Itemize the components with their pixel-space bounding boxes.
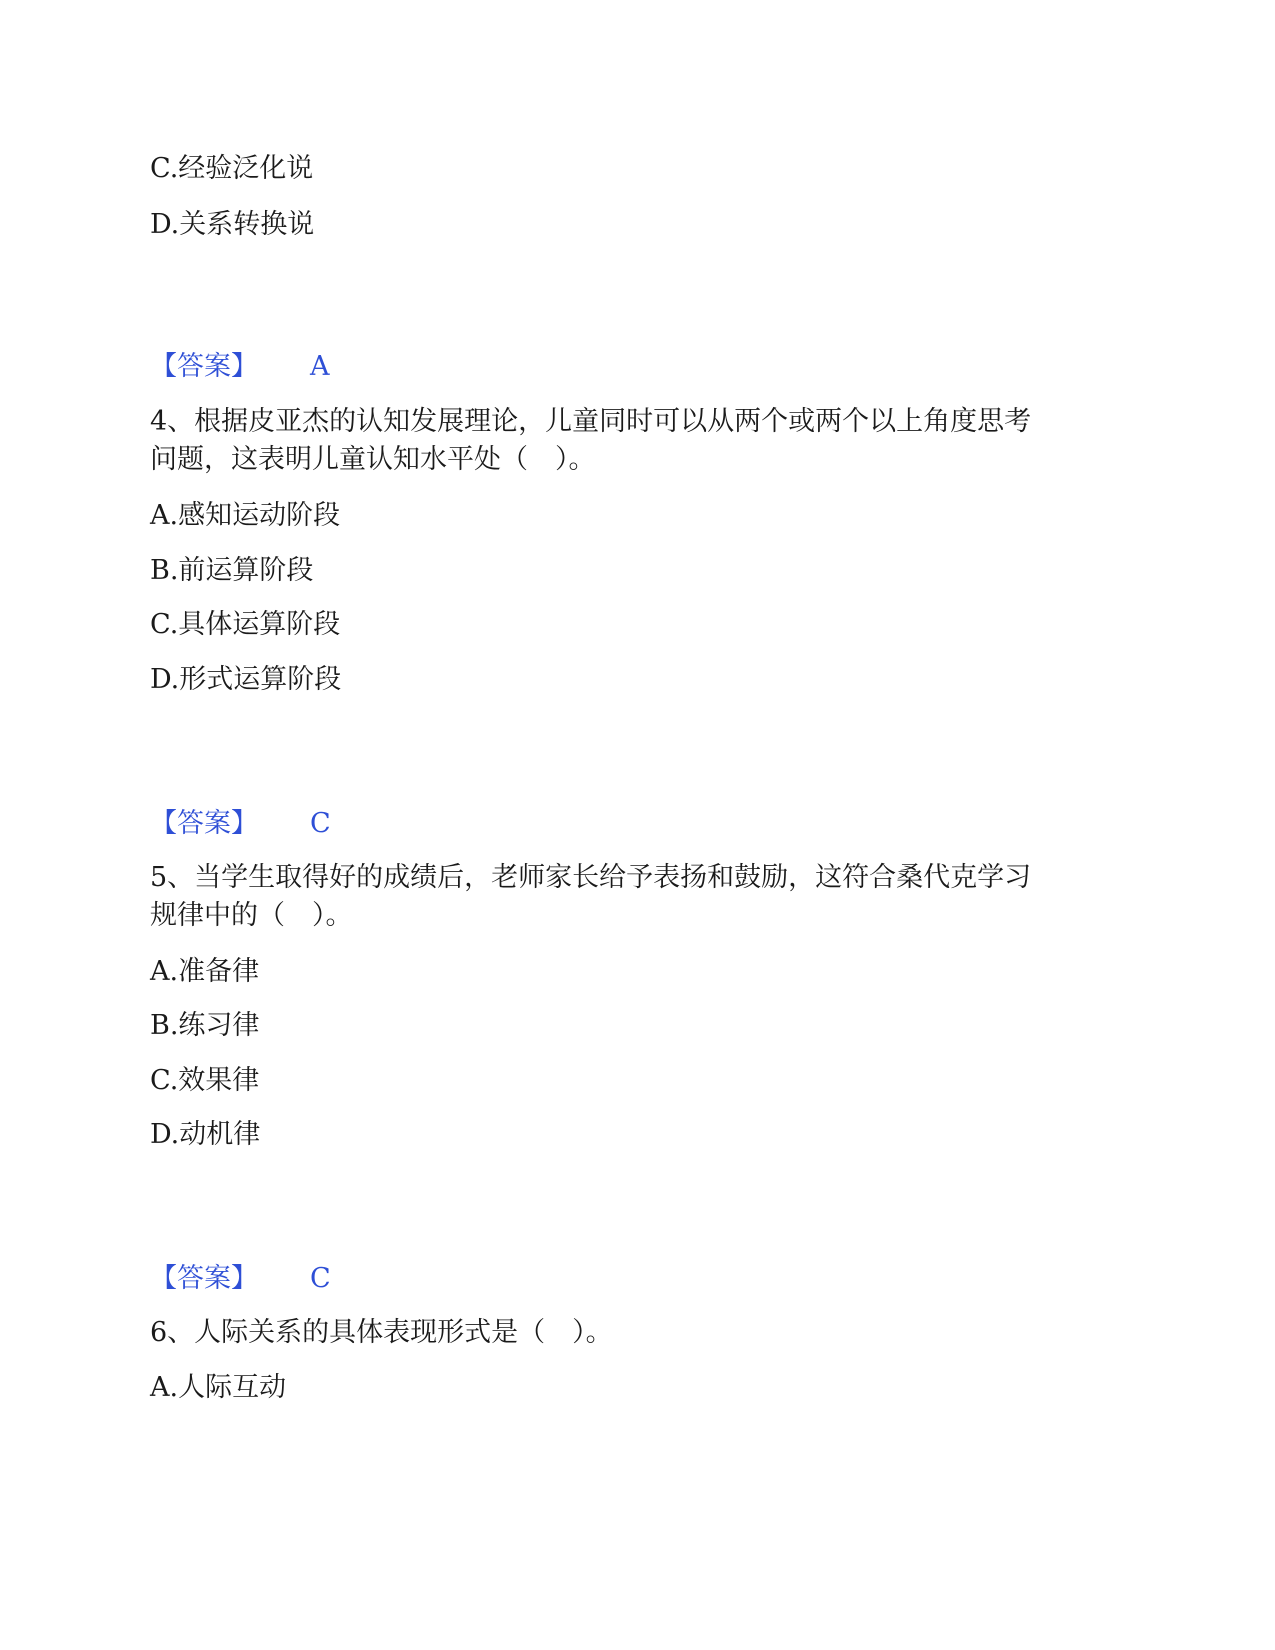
answer-label: 【答案】	[150, 351, 258, 382]
option-text: C.具体运算阶段	[150, 609, 341, 640]
question-stem: 问题，这表明儿童认知水平处（ ）。	[150, 444, 596, 475]
option-text: A.人际互动	[150, 1372, 287, 1403]
option-text: D.关系转换说	[150, 209, 315, 240]
answer-line	[150, 350, 330, 384]
question-stem: 4、根据皮亚杰的认知发展理论，儿童同时可以从两个或两个以上角度思考	[150, 406, 1032, 437]
answer-line	[150, 1262, 331, 1296]
option-text: B.练习律	[150, 1010, 260, 1041]
option-text: C.效果律	[150, 1065, 260, 1096]
option-text: D.形式运算阶段	[150, 664, 342, 695]
answer-label: 【答案】	[150, 1263, 258, 1294]
answer-value: C	[310, 1263, 331, 1294]
option-text: D.动机律	[150, 1119, 261, 1150]
question-stem: 规律中的（ ）。	[150, 900, 353, 931]
option-text: A.准备律	[150, 956, 260, 987]
option-text: B.前运算阶段	[150, 555, 314, 586]
option-text: A.感知运动阶段	[150, 500, 341, 531]
question-stem: 5、当学生取得好的成绩后，老师家长给予表扬和鼓励，这符合桑代克学习	[150, 862, 1032, 893]
option-text: C.经验泛化说	[150, 153, 314, 184]
answer-line	[150, 807, 331, 841]
answer-value: A	[310, 351, 330, 382]
answer-value: C	[310, 808, 331, 839]
answer-label: 【答案】	[150, 808, 258, 839]
question-stem: 6、人际关系的具体表现形式是（ ）。	[150, 1317, 613, 1348]
